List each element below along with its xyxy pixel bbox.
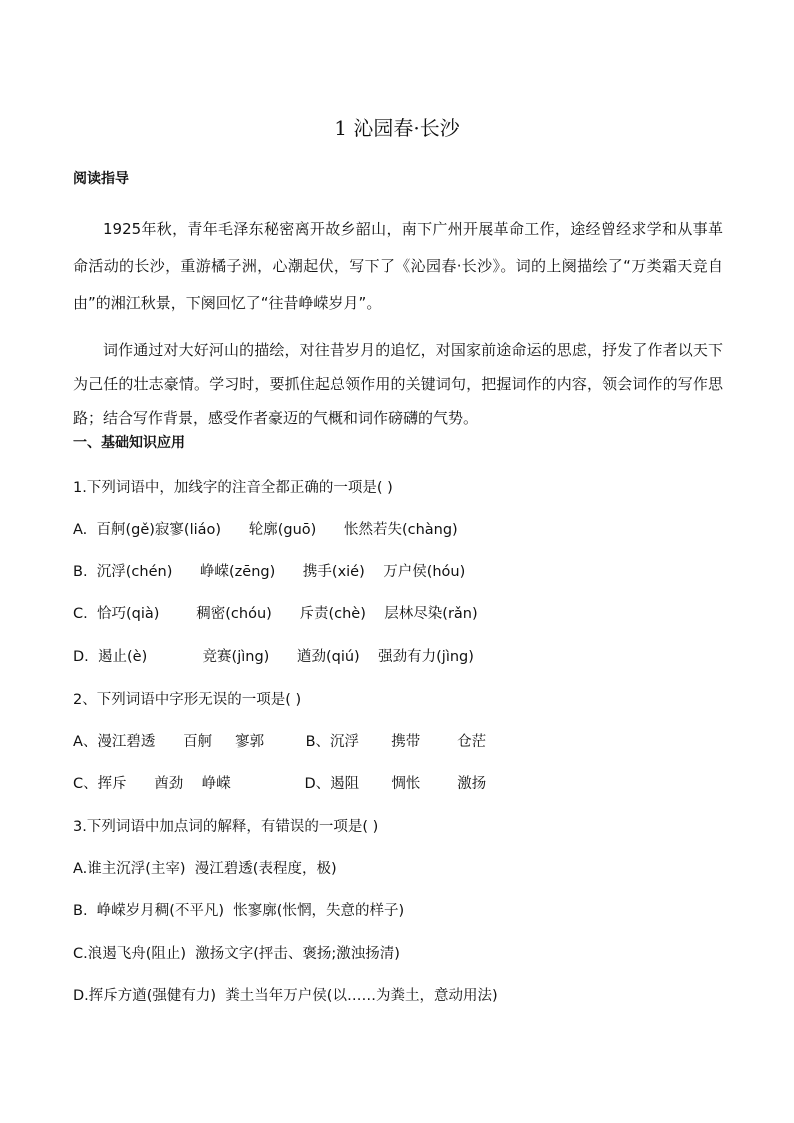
question-1-option-a: A. 百舸(gě)寂寥(liáo) 轮廓(guō) 怅然若失(chàng) bbox=[73, 522, 458, 538]
question-3-stem: 3.下列词语中加点词的解释，有错误的一项是( ) bbox=[73, 819, 379, 835]
question-2-options-cd: C、挥斥 酋劲 峥嵘 D、遏阻 惆怅 激扬 bbox=[73, 776, 487, 792]
guide-paragraph-2: 词作通过对大好河山的描绘，对往昔岁月的追忆，对国家前途命运的思虑，抒发了作者以天下为己任的壮志豪情。学习时，要抓住起总领作用的关键词句，把握词作的内容，领会词作的写作思路；结合写作背景，感受作者豪迈的气概和词作磅礴的气势。 bbox=[73, 341, 723, 427]
question-1-stem: 1.下列词语中，加线字的注音全都正确的一项是( ) bbox=[73, 480, 393, 496]
question-3-option-b: B. 峥嵘岁月稠(不平凡) 怅寥廓(怅惘，失意的样子) bbox=[73, 903, 405, 919]
question-1-option-d: D. 遏止(è) 竞赛(jìng) 遒劲(qiú) 强劲有力(jìng) bbox=[73, 649, 474, 665]
question-1-option-b: B. 沉浮(chén) 峥嵘(zēng) 携手(xié) 万户侯(hóu) bbox=[73, 564, 466, 580]
question-2-stem: 2、下列词语中字形无误的一项是( ) bbox=[73, 692, 302, 708]
question-1-option-c: C. 恰巧(qià) 稠密(chóu) 斥责(chè) 层林尽染(rǎn) bbox=[73, 606, 478, 622]
question-2-options-ab: A、漫江碧透 百舸 寥郭 B、沉浮 携带 仓茫 bbox=[73, 734, 487, 750]
question-3-option-d: D.挥斥方遒(强健有力) 粪土当年万户侯(以……为粪土，意动用法) bbox=[73, 988, 498, 1004]
question-3-option-a: A.谁主沉浮(主宰) 漫江碧透(表程度，极) bbox=[73, 861, 337, 877]
reading-guide-heading: 阅读指导 bbox=[73, 171, 129, 187]
guide-paragraph-1: 1925年秋，青年毛泽东秘密离开故乡韶山，南下广州开展革命工作，途经曾经求学和从事革命活动的长沙，重游橘子洲，心潮起伏，写下了《沁园春·长沙》。词的上阕描绘了“万类霜天竞自由”的湘江秋景，下阕回忆了“往昔峥嵘岁月”。 bbox=[73, 220, 723, 312]
question-3-option-c: C.浪遏飞舟(阻止) 激扬文字(抨击、褒扬;激浊扬清) bbox=[73, 946, 400, 962]
page-title: 1 沁园春·长沙 bbox=[334, 116, 460, 140]
basic-knowledge-heading: 一、基础知识应用 bbox=[73, 435, 185, 451]
